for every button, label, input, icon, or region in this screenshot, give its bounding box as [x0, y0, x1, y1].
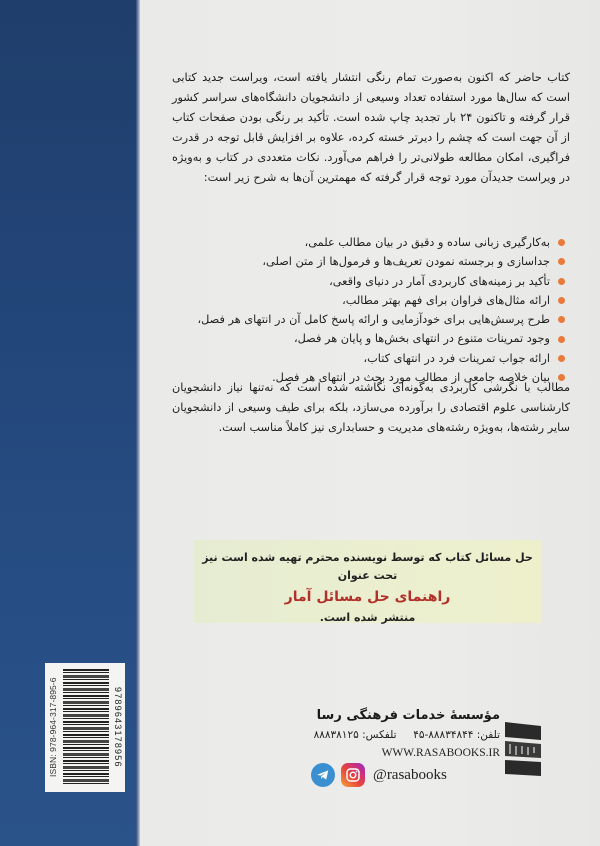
- feature-item: [195, 272, 565, 291]
- feature-text: بیان خلاصه جامعی از مطالب مورد بحث در انتهای هر فصل.: [272, 371, 550, 385]
- bullet-icon: [558, 258, 565, 265]
- closing-paragraph: مطالب با نگرشی کاربردی به‌گونه‌ای نگاشته شده است که نه‌تنها نیاز دانشجویان کارشناسی علوم اقتصادی را برآورده می‌سازد، بلکه برای طیف وسیعی از دانشجویان سایر رشته‌ها، به‌ویژه رشته‌های مدیریت و حسابداری نیز کاملاً مناسب است.: [172, 381, 570, 434]
- notice-line: منتشر شده است.: [319, 611, 416, 624]
- social-handle[interactable]: @rasabooks: [373, 766, 447, 783]
- feature-text: طرح پرسش‌هایی برای خودآزمایی و ارائه پاسخ کامل آن در انتهای هر فصل،: [197, 313, 550, 327]
- feature-text: ارائه جواب تمرینات فرد در انتهای کتاب،: [363, 351, 550, 365]
- publisher-website[interactable]: WWW.RASABOOKS.IR: [381, 747, 500, 759]
- feature-item: [195, 310, 565, 329]
- bullet-icon: [558, 355, 565, 362]
- feature-text: وجود تمرینات متنوع در انتهای بخش‌ها و پایان هر فصل،: [293, 332, 550, 346]
- publisher-info: [300, 706, 500, 762]
- instagram-icon[interactable]: [341, 763, 365, 787]
- barcode-digits: 9789643178956: [113, 687, 123, 768]
- isbn-label: ISBN: 978-964-317-895-6: [48, 677, 58, 778]
- feature-item: [195, 252, 565, 271]
- bullet-icon: [558, 297, 565, 304]
- feature-text: جداسازی و برجسته نمودن تعریف‌ها و فرمول‌ها از متن اصلی،: [262, 255, 550, 269]
- intro-paragraph: کتاب حاضر که اکنون به‌صورت تمام رنگی انتشار یافته است، ویراست جدید کتابی است که سال‌ها مورد استفاده تعداد وسیعی از دانشجویان دانشگاه‌های سراسر کشور قرار گرفته و تاکنون ۲۴ بار تجدید چاپ شده است. تأکید بر رنگی بودن صفحات کتاب از آن جهت است که چشم را دیرتر خسته کرده، علاوه بر افزایش قابل توجه در قدرت فراگیری، امکان مطالعه طولانی‌تر را فراهم می‌آورد. نکات متعددی در کتاب و به‌ویژه در ویراست جدیدآن مورد توجه قرار گرفته که مهمترین آن‌ها به شرح زیر است:: [172, 71, 570, 184]
- feature-text: تأکید بر زمینه‌های کاربردی آمار در دنیای واقعی،: [329, 274, 550, 288]
- feature-item: [195, 233, 565, 252]
- fax-label: تلفکس:: [362, 729, 397, 741]
- phone-number: ۸۸۸۳۴۸۴۴-۴۵: [413, 729, 474, 741]
- feature-text: به‌کارگیری زبانی ساده و دقیق در بیان مطالب علمی،: [304, 236, 550, 249]
- telegram-icon[interactable]: [311, 763, 335, 787]
- rasa-logo-icon: [504, 722, 541, 776]
- publisher-contacts: [300, 726, 500, 744]
- fax-number: ۸۸۸۳۸۱۲۵: [313, 729, 359, 741]
- features-list: [195, 233, 565, 387]
- bullet-icon: [558, 336, 565, 343]
- feature-item: [195, 349, 565, 368]
- publisher-name: مؤسسهٔ خدمات فرهنگی رسا: [316, 708, 500, 723]
- feature-text: ارائه مثال‌های فراوان برای فهم بهتر مطالب،: [342, 293, 550, 307]
- bullet-icon: [558, 278, 565, 285]
- isbn-barcode: [45, 663, 125, 792]
- feature-item: [195, 329, 565, 348]
- social-links: [311, 763, 447, 787]
- barcode-bars: [63, 669, 109, 786]
- solutions-notice-box: [194, 540, 541, 623]
- bullet-icon: [558, 239, 565, 246]
- solutions-book-title: راهنمای حل مسائل آمار: [284, 589, 451, 605]
- notice-line: حل مسائل کتاب که توسط نویسنده محترم تهیه شده است نیز تحت عنوان: [202, 551, 533, 582]
- phone-label: تلفن:: [476, 729, 500, 741]
- feature-item: [195, 291, 565, 310]
- bullet-icon: [558, 316, 565, 323]
